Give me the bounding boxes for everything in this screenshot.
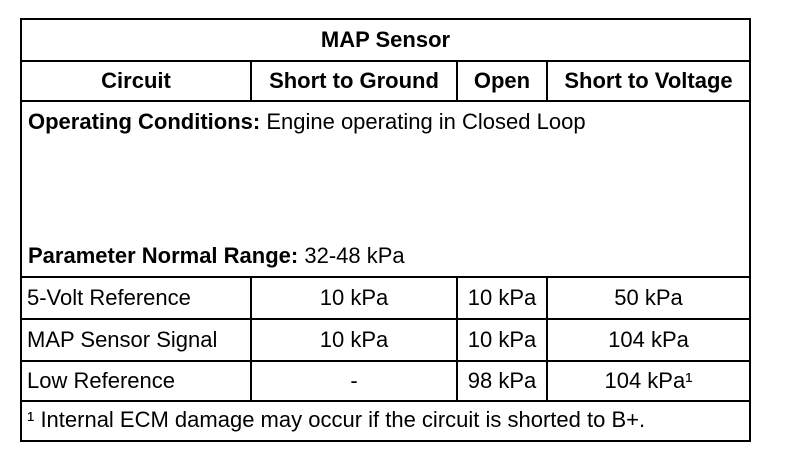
cell-open: 10 kPa <box>458 320 548 360</box>
cell-open: 10 kPa <box>458 278 548 318</box>
parameter-range-value: 32-48 kPa <box>304 243 405 268</box>
conditions-block <box>22 102 749 278</box>
cell-short-to-ground: - <box>252 362 458 400</box>
cell-short-to-ground: 10 kPa <box>252 278 458 318</box>
operating-conditions <box>28 109 586 135</box>
operating-conditions-label: Operating Conditions: <box>28 109 261 134</box>
header-circuit: Circuit <box>22 62 252 100</box>
cell-short-to-voltage: 104 kPa <box>608 327 689 352</box>
table-row <box>22 278 749 320</box>
table-title-row <box>22 20 749 62</box>
parameter-range-label: Parameter Normal Range: <box>28 243 299 268</box>
parameter-range <box>28 243 405 269</box>
header-short-to-voltage: Short to Voltage <box>564 68 733 93</box>
cell-short-to-ground: 10 kPa <box>252 320 458 360</box>
table-row <box>22 362 749 402</box>
map-sensor-table <box>20 18 751 442</box>
header-short-to-ground: Short to Ground <box>252 62 458 100</box>
table-title: MAP Sensor <box>320 27 451 52</box>
cell-short-to-voltage: 104 kPa¹ <box>604 368 693 393</box>
header-open: Open <box>458 62 548 100</box>
cell-open: 98 kPa <box>458 362 548 400</box>
cell-circuit: Low Reference <box>22 362 252 400</box>
cell-circuit: MAP Sensor Signal <box>22 320 252 360</box>
cell-circuit: 5-Volt Reference <box>22 278 252 318</box>
cell-short-to-voltage: 50 kPa <box>614 285 683 310</box>
operating-conditions-value: Engine operating in Closed Loop <box>266 109 586 134</box>
table-header-row <box>22 62 749 102</box>
table-row <box>22 320 749 362</box>
table-footnote: ¹ Internal ECM damage may occur if the circuit is shorted to B+. <box>27 407 646 432</box>
